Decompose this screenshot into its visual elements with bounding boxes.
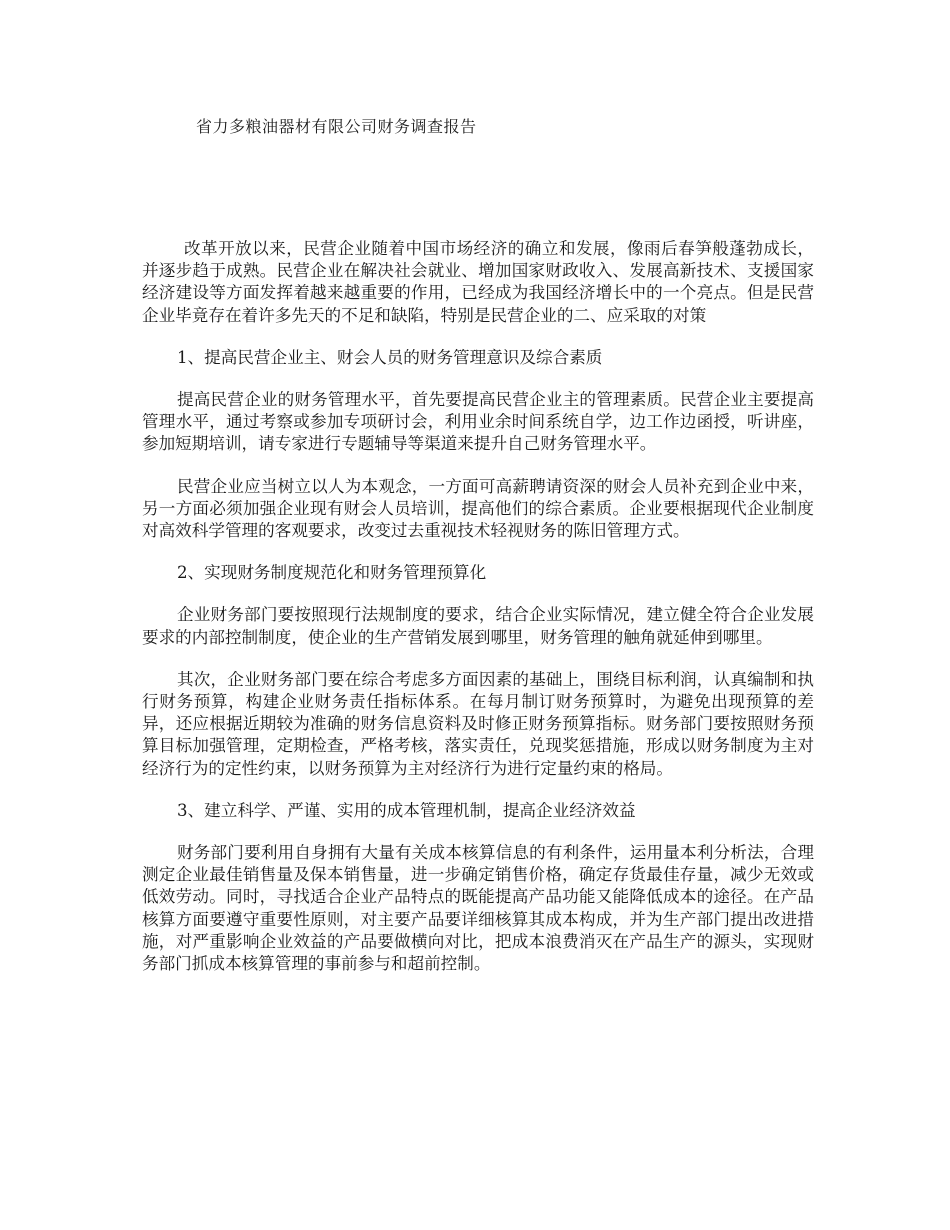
document-title: 省力多粮油器材有限公司财务调查报告 bbox=[196, 117, 477, 136]
document-body bbox=[142, 238, 814, 995]
section-heading-1: 1、提高民营企业主、财会人员的财务管理意识及综合素质 bbox=[177, 347, 603, 367]
paragraph-staff-training: 民营企业应当树立以人为本观念，一方面可高薪聘请资深的财会人员补充到企业中来，另一方面必须加强企业现有财会人员培训，提高他们的综合素质。企业要根据现代企业制度对高效科学管理的客观要求，改变过去重视技术轻视财务的陈旧管理方式。 bbox=[142, 476, 814, 541]
paragraph-internal-control: 企业财务部门要按照现行法规制度的要求，结合企业实际情况，建立健全符合企业发展要求的内部控制制度，使企业的生产营销发展到哪里，财务管理的触角就延伸到哪里。 bbox=[142, 605, 814, 647]
paragraph-cost-management: 财务部门要利用自身拥有大量有关成本核算信息的有利条件，运用量本利分析法，合理测定企业最佳销售量及保本销售量，进一步确定销售价格，确定存货最佳存量，减少无效或低效劳动。同时，寻找适合企业产品特点的既能提高产品功能又能降低成本的途径。在产品核算方面要遵守重要性原则，对主要产品要详细核算其成本构成，并为生产部门提出改进措施，对严重影响企业效益的产品要做横向对比，把成本浪费消灭在产品生产的源头，实现财务部门抓成本核算管理的事前参与和超前控制。 bbox=[142, 843, 814, 974]
section-heading-2: 2、实现财务制度规范化和财务管理预算化 bbox=[177, 563, 487, 583]
paragraph-management-quality: 提高民营企业的财务管理水平，首先要提高民营企业主的管理素质。民营企业主要提高管理水平，通过考察或参加专项研讨会，利用业余时间系统自学，边工作边函授，听讲座，参加短期培训，请专家进行专题辅导等渠道来提升自己财务管理水平。 bbox=[142, 390, 814, 454]
intro-paragraph: 改革开放以来，民营企业随着中国市场经济的确立和发展，像雨后春笋般蓬勃成长，并逐步趋于成熟。民营企业在解决社会就业、增加国家财政收入、发展高新技术、支援国家经济建设等方面发挥着越来越重要的作用，已经成为我国经济增长中的一个亮点。但是民营企业毕竟存在着许多先天的不足和缺陷，特别是民营企业的二、应采取的对策 bbox=[142, 239, 814, 325]
section-heading-3: 3、建立科学、严谨、实用的成本管理机制，提高企业经济效益 bbox=[177, 800, 636, 820]
paragraph-budget: 其次，企业财务部门要在综合考虑多方面因素的基础上，围绕目标利润，认真编制和执行财务预算，构建企业财务责任指标体系。在每月制订财务预算时，为避免出现预算的差异，还应根据近期较为准确的财务信息资料及时修正财务预算指标。财务部门要按照财务预算目标加强管理，定期检查，严格考核，落实责任，兑现奖惩措施，形成以财务制度为主对经济行为的定性约束，以财务预算为主对经济行为进行定量约束的格局。 bbox=[142, 669, 814, 778]
